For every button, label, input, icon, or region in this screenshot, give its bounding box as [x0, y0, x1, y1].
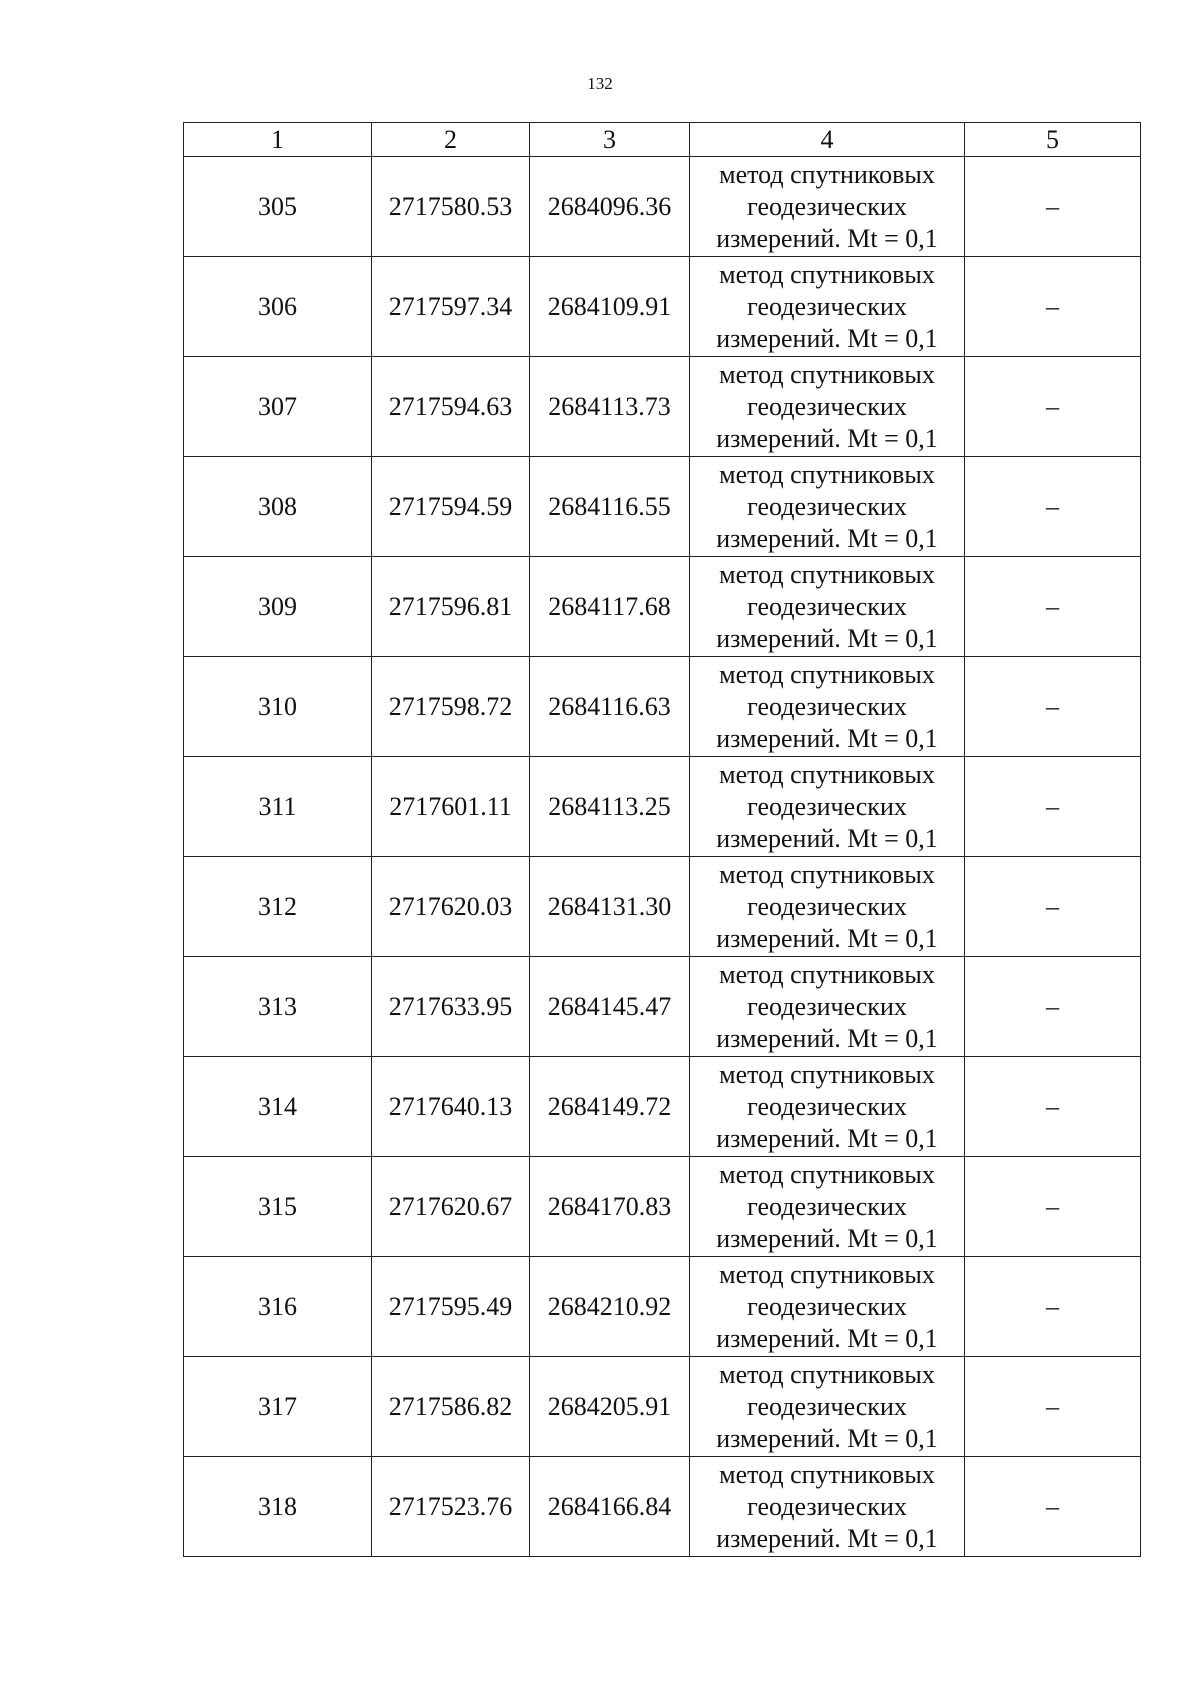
method-line: измерений. Mt = 0,1 [716, 723, 938, 753]
method-line: измерений. Mt = 0,1 [716, 823, 938, 853]
point-number-cell: 308 [184, 457, 372, 557]
column-header: 1 [184, 123, 372, 157]
method-cell [690, 657, 965, 757]
method-line: метод спутниковых [719, 1359, 935, 1389]
x-coordinate-cell: 2717595.49 [372, 1257, 530, 1357]
table-row [184, 1057, 1141, 1157]
method-line: метод спутниковых [719, 1059, 935, 1089]
method-line: измерений. Mt = 0,1 [716, 1323, 938, 1353]
method-line: метод спутниковых [719, 759, 935, 789]
y-coordinate-cell: 2684109.91 [530, 257, 690, 357]
note-cell: – [965, 857, 1141, 957]
method-line: измерений. Mt = 0,1 [716, 223, 938, 253]
method-line: метод спутниковых [719, 359, 935, 389]
table-row [184, 657, 1141, 757]
point-number-cell: 311 [184, 757, 372, 857]
method-cell [690, 1157, 965, 1257]
method-line: геодезических [747, 991, 907, 1021]
method-line: геодезических [747, 1291, 907, 1321]
point-number-cell: 307 [184, 357, 372, 457]
method-cell [690, 157, 965, 257]
point-number-cell: 306 [184, 257, 372, 357]
y-coordinate-cell: 2684113.73 [530, 357, 690, 457]
method-line: измерений. Mt = 0,1 [716, 423, 938, 453]
x-coordinate-cell: 2717597.34 [372, 257, 530, 357]
x-coordinate-cell: 2717620.03 [372, 857, 530, 957]
method-line: измерений. Mt = 0,1 [716, 1123, 938, 1153]
table-row [184, 1157, 1141, 1257]
method-line: измерений. Mt = 0,1 [716, 1423, 938, 1453]
method-cell [690, 1257, 965, 1357]
point-number-cell: 314 [184, 1057, 372, 1157]
table-row [184, 957, 1141, 1057]
x-coordinate-cell: 2717523.76 [372, 1457, 530, 1557]
method-line: геодезических [747, 1191, 907, 1221]
method-cell [690, 1357, 965, 1457]
table-row [184, 757, 1141, 857]
method-line: измерений. Mt = 0,1 [716, 1523, 938, 1553]
y-coordinate-cell: 2684113.25 [530, 757, 690, 857]
point-number-cell: 317 [184, 1357, 372, 1457]
method-line: измерений. Mt = 0,1 [716, 323, 938, 353]
x-coordinate-cell: 2717596.81 [372, 557, 530, 657]
y-coordinate-cell: 2684116.55 [530, 457, 690, 557]
method-line: геодезических [747, 591, 907, 621]
method-cell [690, 1057, 965, 1157]
method-line: геодезических [747, 691, 907, 721]
method-line: геодезических [747, 791, 907, 821]
x-coordinate-cell: 2717620.67 [372, 1157, 530, 1257]
column-header: 3 [530, 123, 690, 157]
method-cell [690, 957, 965, 1057]
coordinates-table [183, 122, 1141, 1557]
note-cell: – [965, 1457, 1141, 1557]
y-coordinate-cell: 2684170.83 [530, 1157, 690, 1257]
column-header: 4 [690, 123, 965, 157]
method-line: метод спутниковых [719, 1259, 935, 1289]
method-line: метод спутниковых [719, 159, 935, 189]
y-coordinate-cell: 2684149.72 [530, 1057, 690, 1157]
y-coordinate-cell: 2684116.63 [530, 657, 690, 757]
page-number: 132 [587, 74, 613, 93]
x-coordinate-cell: 2717601.11 [372, 757, 530, 857]
y-coordinate-cell: 2684145.47 [530, 957, 690, 1057]
method-cell [690, 557, 965, 657]
method-line: измерений. Mt = 0,1 [716, 923, 938, 953]
point-number-cell: 312 [184, 857, 372, 957]
note-cell: – [965, 257, 1141, 357]
table-row [184, 157, 1141, 257]
note-cell: – [965, 157, 1141, 257]
x-coordinate-cell: 2717594.63 [372, 357, 530, 457]
method-line: геодезических [747, 291, 907, 321]
method-line: геодезических [747, 891, 907, 921]
table-row [184, 557, 1141, 657]
method-line: геодезических [747, 491, 907, 521]
method-cell [690, 1457, 965, 1557]
method-line: измерений. Mt = 0,1 [716, 523, 938, 553]
table-row [184, 857, 1141, 957]
point-number-cell: 310 [184, 657, 372, 757]
note-cell: – [965, 357, 1141, 457]
method-line: метод спутниковых [719, 859, 935, 889]
table-row [184, 1257, 1141, 1357]
method-line: метод спутниковых [719, 259, 935, 289]
column-header: 2 [372, 123, 530, 157]
note-cell: – [965, 557, 1141, 657]
point-number-cell: 316 [184, 1257, 372, 1357]
x-coordinate-cell: 2717598.72 [372, 657, 530, 757]
note-cell: – [965, 457, 1141, 557]
method-cell [690, 257, 965, 357]
note-cell: – [965, 1157, 1141, 1257]
header-row [184, 123, 1141, 157]
x-coordinate-cell: 2717633.95 [372, 957, 530, 1057]
method-line: геодезических [747, 1491, 907, 1521]
method-cell [690, 757, 965, 857]
y-coordinate-cell: 2684131.30 [530, 857, 690, 957]
method-cell [690, 457, 965, 557]
y-coordinate-cell: 2684117.68 [530, 557, 690, 657]
x-coordinate-cell: 2717640.13 [372, 1057, 530, 1157]
note-cell: – [965, 1357, 1141, 1457]
method-line: метод спутниковых [719, 959, 935, 989]
y-coordinate-cell: 2684205.91 [530, 1357, 690, 1457]
table-row [184, 357, 1141, 457]
method-line: геодезических [747, 1091, 907, 1121]
table-row [184, 457, 1141, 557]
x-coordinate-cell: 2717580.53 [372, 157, 530, 257]
table-row [184, 1357, 1141, 1457]
point-number-cell: 315 [184, 1157, 372, 1257]
method-line: геодезических [747, 1391, 907, 1421]
note-cell: – [965, 957, 1141, 1057]
method-line: измерений. Mt = 0,1 [716, 1223, 938, 1253]
point-number-cell: 318 [184, 1457, 372, 1557]
method-line: метод спутниковых [719, 1459, 935, 1489]
method-line: метод спутниковых [719, 659, 935, 689]
method-cell [690, 357, 965, 457]
table-row [184, 257, 1141, 357]
x-coordinate-cell: 2717594.59 [372, 457, 530, 557]
method-line: геодезических [747, 391, 907, 421]
method-line: геодезических [747, 191, 907, 221]
point-number-cell: 309 [184, 557, 372, 657]
table-body [184, 157, 1141, 1557]
y-coordinate-cell: 2684166.84 [530, 1457, 690, 1557]
method-cell [690, 857, 965, 957]
method-line: метод спутниковых [719, 559, 935, 589]
column-header: 5 [965, 123, 1141, 157]
method-line: метод спутниковых [719, 459, 935, 489]
method-line: метод спутниковых [719, 1159, 935, 1189]
note-cell: – [965, 1257, 1141, 1357]
y-coordinate-cell: 2684096.36 [530, 157, 690, 257]
note-cell: – [965, 657, 1141, 757]
coordinates-table-container [183, 122, 1140, 1557]
note-cell: – [965, 757, 1141, 857]
x-coordinate-cell: 2717586.82 [372, 1357, 530, 1457]
table-header [184, 123, 1141, 157]
table-row [184, 1457, 1141, 1557]
point-number-cell: 313 [184, 957, 372, 1057]
point-number-cell: 305 [184, 157, 372, 257]
method-line: измерений. Mt = 0,1 [716, 1023, 938, 1053]
y-coordinate-cell: 2684210.92 [530, 1257, 690, 1357]
method-line: измерений. Mt = 0,1 [716, 623, 938, 653]
note-cell: – [965, 1057, 1141, 1157]
